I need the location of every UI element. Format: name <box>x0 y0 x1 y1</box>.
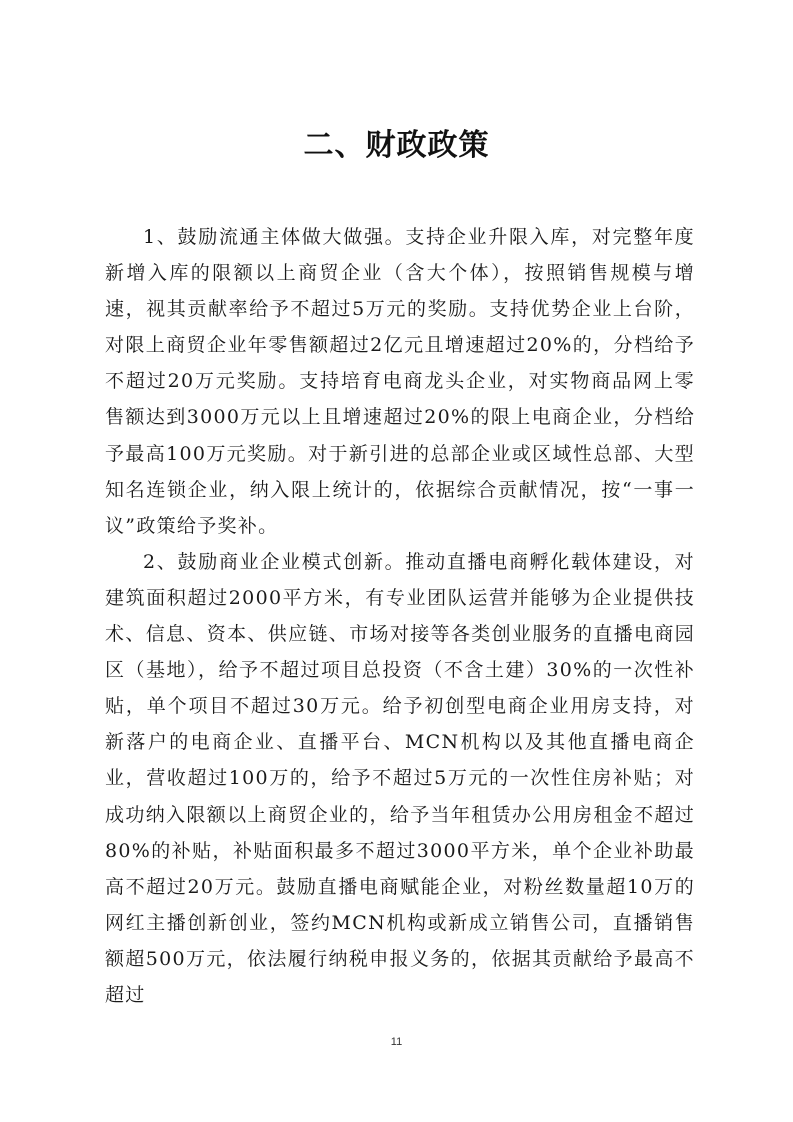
page-number: 11 <box>390 1036 403 1048</box>
section-heading: 二、财政政策 <box>303 128 490 163</box>
paragraph-1: 1、鼓励流通主体做大做强。支持企业升限入库，对完整年度新增入库的限额以上商贸企业（含大个体），按照销售规模与增速，视其贡献率给予不超过5万元的奖励。支持优势企业上台阶，对限上商贸企业年零售额超过2亿元且增速超过20%的，分档给予不超过20万元奖励。支持培育电商龙头企业，对实物商品网上零售额达到3000万元以上且增速超过20%的限上电商企业，分档给予最高100万元奖励。对于新引进的总部企业或区域性总部、大型知名连锁企业，纳入限上统计的，依据综合贡献情况，按“一事一议”政策给予奖补。 <box>105 226 695 537</box>
body-text <box>105 219 695 1013</box>
paragraph-2: 2、鼓励商业企业模式创新。推动直播电商孵化载体建设，对建筑面积超过2000平方米，有专业团队运营并能够为企业提供技术、信息、资本、供应链、市场对接等各类创业服务的直播电商园区（基地），给予不超过项目总投资（不含土建）30%的一次性补贴，单个项目不超过30万元。给予初创型电商企业用房支持，对新落户的电商企业、直播平台、MCN机构以及其他直播电商企业，营收超过100万的，给予不超过5万元的一次性住房补贴；对成功纳入限额以上商贸企业的，给予当年租赁办公用房租金不超过80%的补贴，补贴面积最多不超过3000平方米，单个企业补助最高不超过20万元。鼓励直播电商赋能企业，对粉丝数量超10万的网红主播创新创业，签约MCN机构或新成立销售公司，直播销售额超500万元，依法履行纳税申报义务的，依据其贡献给予最高不超过 <box>105 550 695 1006</box>
